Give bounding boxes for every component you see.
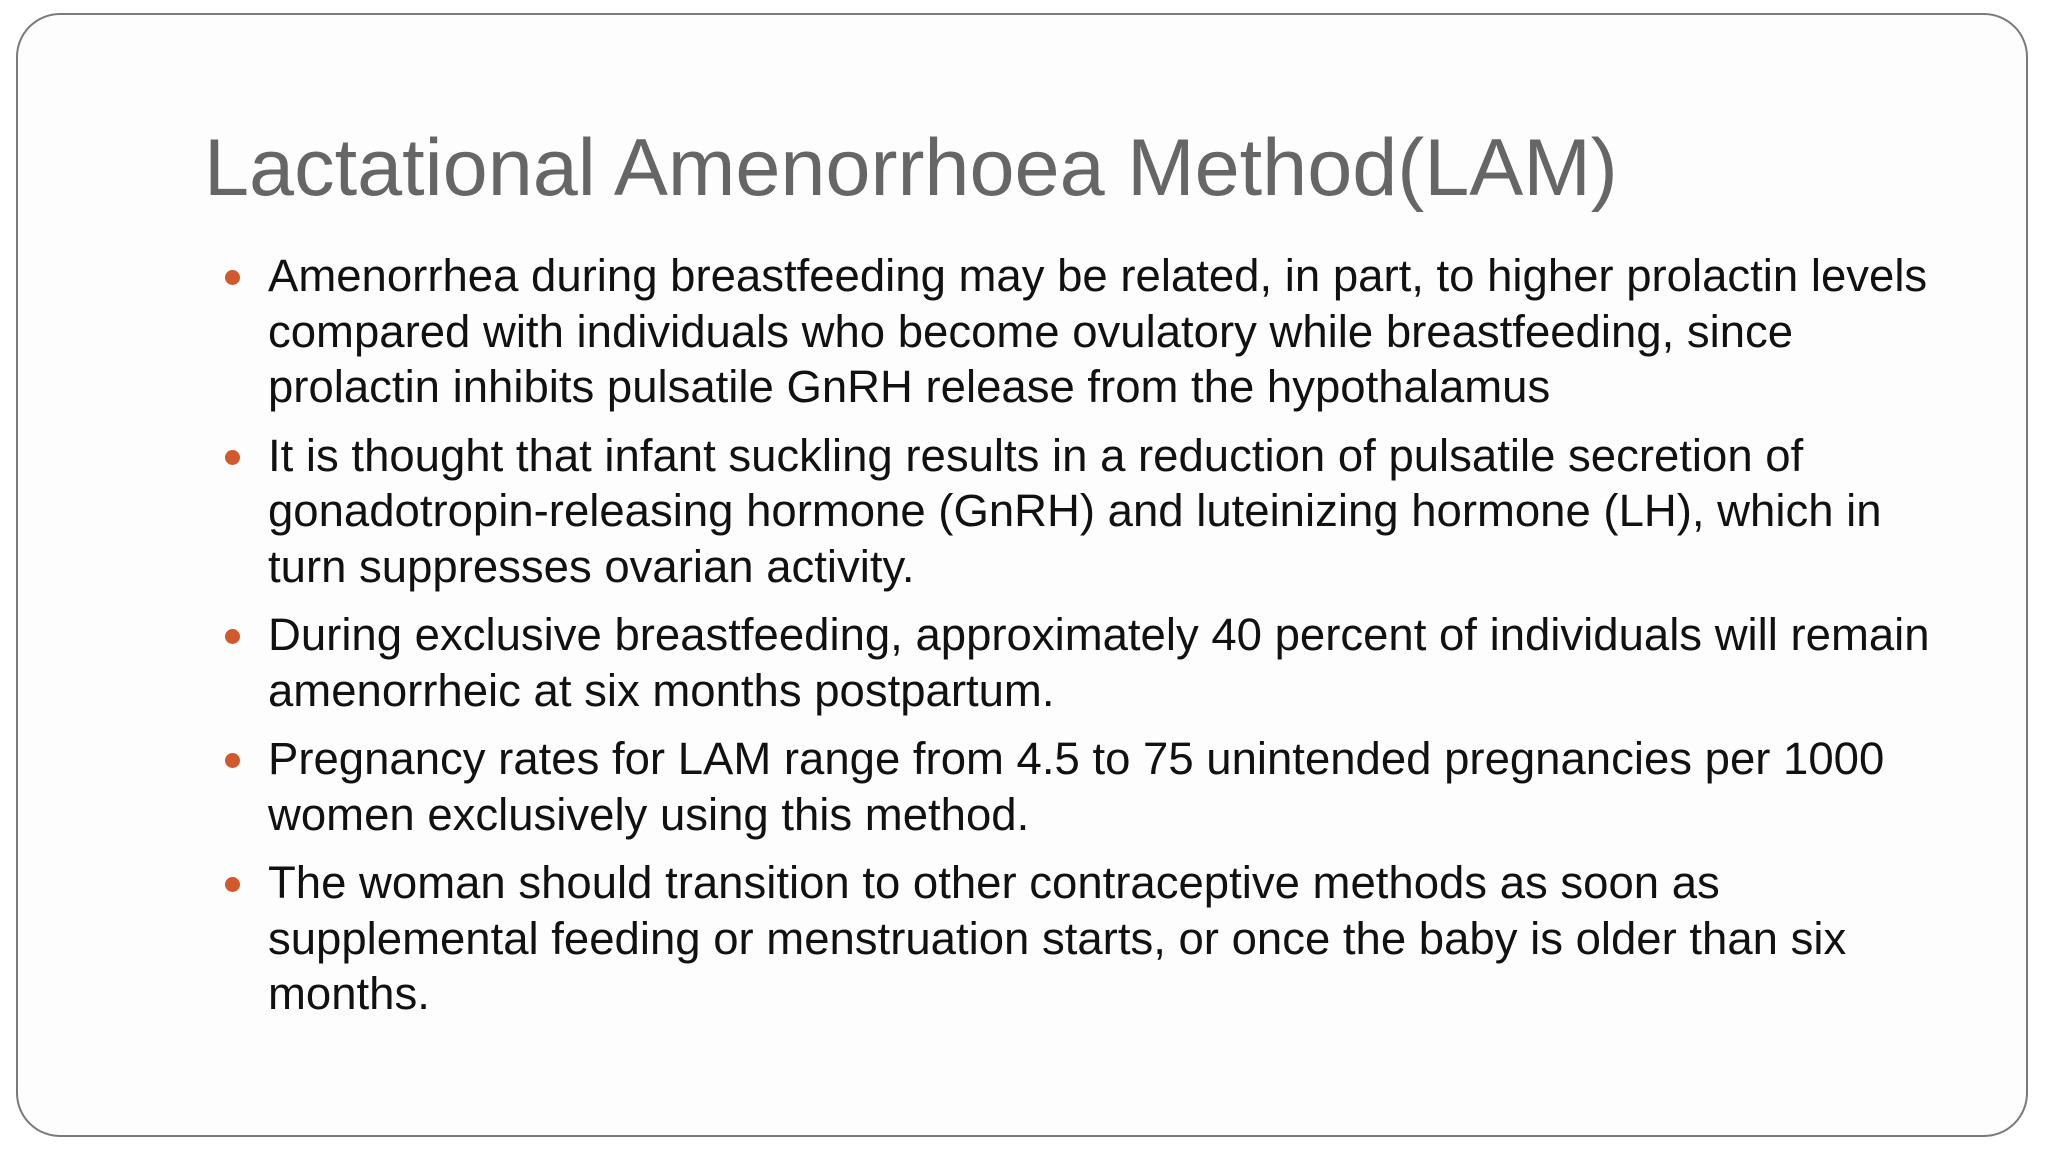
bullet-text: Pregnancy rates for LAM range from 4.5 to 75 unintended pregnancies per 1000 women exclusively using this method. [268,733,1885,840]
bullet-list [222,248,1962,1035]
bullet-item [222,855,1962,1022]
bullet-dot-icon [225,877,240,892]
bullet-dot-icon [225,629,240,644]
bullet-text: Amenorrhea during breastfeeding may be related, in part, to higher prolactin levels compared with individuals who become ovulatory while breastfeeding, since prolactin inhibits pulsatile GnRH release from the hypothalamus [268,250,1928,412]
bullet-text: During exclusive breastfeeding, approximately 40 percent of individuals will remain amenorrheic at six months postpartum. [268,609,1930,716]
bullet-item [222,248,1962,415]
bullet-dot-icon [225,270,240,285]
slide-title: Lactational Amenorrhoea Method(LAM) [204,123,1618,213]
bullet-text: The woman should transition to other contraceptive methods as soon as supplemental feeding or menstruation starts, or once the baby is older than six months. [268,857,1847,1019]
bullet-item [222,731,1962,842]
bullet-dot-icon [225,450,240,465]
bullet-item [222,607,1962,718]
bullet-item [222,428,1962,595]
bullet-dot-icon [225,753,240,768]
bullet-text: It is thought that infant suckling results in a reduction of pulsatile secretion of gonadotropin-releasing hormone (GnRH) and luteinizing hormone (LH), which in turn suppresses ovarian activity. [268,429,1882,592]
